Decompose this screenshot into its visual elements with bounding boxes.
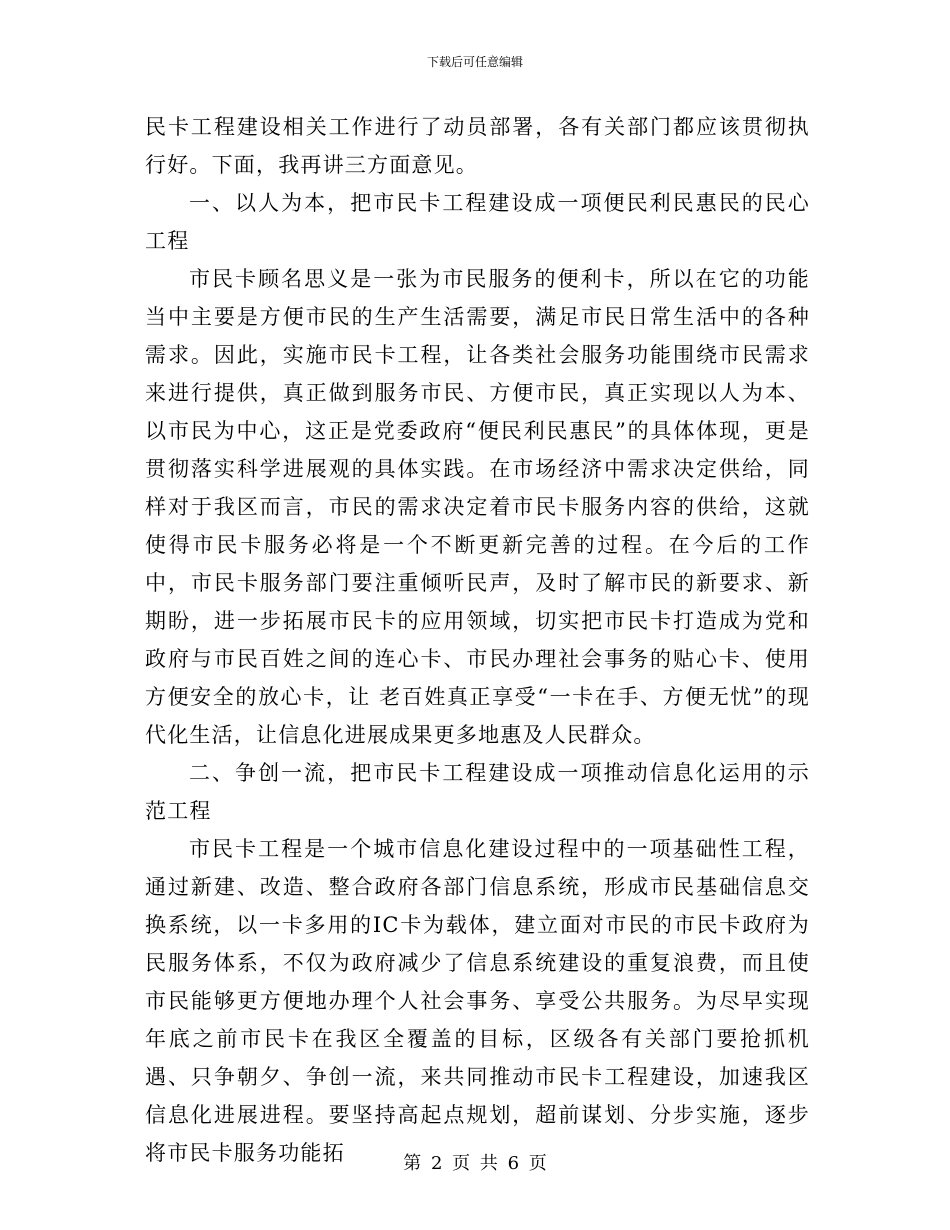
document-body [145,108,810,1172]
paragraph-section-2: 市民卡工程是一个城市信息化建设过程中的一项基础性工程，通过新建、改造、整合政府各部门信息系统，形成市民基础信息交换系统，以一卡多用的IC卡为载体，建立面对市民的市民卡政府为民服务体系，不仅为政府减少了信息系统建设的重复浪费，而且使市民能够更方便地办理个人社会事务、享受公共服务。为尽早实现 年底之前市民卡在我区全覆盖的目标，区级各有关部门要抢抓机遇、只争朝夕、争创一流，来共同推动市民卡工程建设，加速我区信息化进展进程。要坚持高起点规划，超前谋划、分步实施，逐步将市民卡服务功能拓 [145,837,810,1165]
paragraph-continuation: 民卡工程建设相关工作进行了动员部署，各有关部门都应该贯彻执行好。下面，我再讲三方面意见。 [145,115,810,177]
page-number: 第 2 页 共 6 页 [403,1153,547,1174]
section-heading-1: 一、以人为本，把市民卡工程建设成一项便民利民惠民的民心工程 [145,191,810,253]
page-header-note: 下载后可任意编辑 [426,55,523,69]
section-heading-2: 二、争创一流，把市民卡工程建设成一项推动信息化运用的示范工程 [145,761,810,823]
paragraph-section-1: 市民卡顾名思义是一张为市民服务的便利卡，所以在它的功能当中主要是方便市民的生产生活需要，满足市民日常生活中的各种需求。因此，实施市民卡工程，让各类社会服务功能围绕市民需求来进行提供，真正做到服务市民、方便市民，真正实现以人为本、以市民为中心，这正是党委政府“便民利民惠民”的具体体现，更是贯彻落实科学进展观的具体实践。在市场经济中需求决定供给，同样对于我区而言，市民的需求决定着市民卡服务内容的供给，这就使得市民卡服务必将是一个不断更新完善的过程。在今后的工作中，市民卡服务部门要注重倾听民声，及时了解市民的新要求、新期盼，进一步拓展市民卡的应用领域，切实把市民卡打造成为党和政府与市民百姓之间的连心卡、市民办理社会事务的贴心卡、使用方便安全的放心卡，让 老百姓真正享受“一卡在手、方便无忧”的现代化生活，让信息化进展成果更多地惠及人民群众。 [145,267,810,747]
